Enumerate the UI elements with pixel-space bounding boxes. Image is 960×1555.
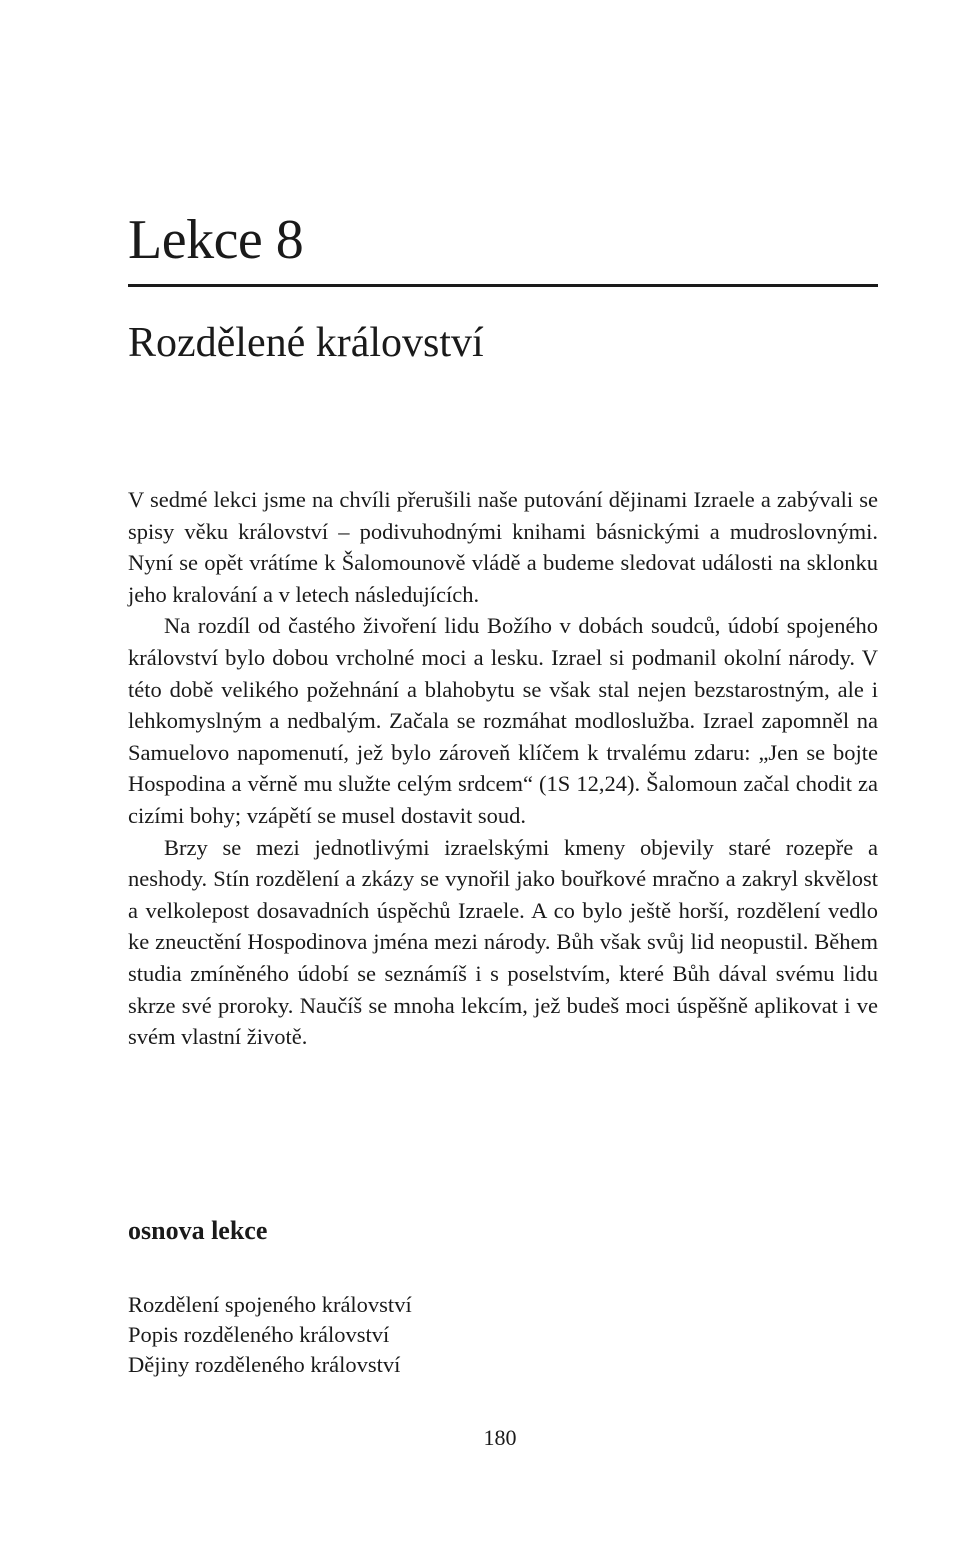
- outline-item: Dějiny rozděleného království: [128, 1352, 401, 1377]
- outline-item: Rozdělení spojeného království: [128, 1292, 412, 1317]
- title-divider: [128, 284, 878, 287]
- intro-text: [128, 484, 878, 1053]
- intro-paragraph: Brzy se mezi jednotlivými izraelskými kmeny objevily staré rozepře a neshody. Stín rozdělení a zkázy se vynořil jako bouřkové mračno a zakryl skvělost a velkolepost dosavadních úspěchů Izraele. A co bylo ještě horší, rozdělení vedlo ke zneuctění Hospodinova jména mezi národy. Bůh však svůj lid neopustil. Během studia zmíněného údobí se seznámíš i s poselstvím, které Bůh dával svému lidu skrze své proroky. Naučíš se mnoha lekcím, jež budeš moci úspěšně aplikovat i ve svém vlastní životě.: [128, 834, 878, 1050]
- page-number: 180: [483, 1425, 517, 1450]
- outline-list: [128, 1290, 412, 1380]
- intro-paragraph: V sedmé lekci jsme na chvíli přerušili naše putování dějinami Izraele a zabývali se spisy věku království – podivuhodnými knihami básnickými a mudroslovnými. Nyní se opět vrátíme k Šalomounově vládě a budeme sledovat události na sklonku jeho kralování a v letech následujících.: [128, 487, 878, 607]
- intro-paragraph: Na rozdíl od častého živoření lidu Božího v dobách soudců, údobí spojeného království bylo dobou vrcholné moci a lesku. Izrael si podmanil okolní národy. V této době velikého požehnání a blahobytu se však stal nejen bezstarostným, ale i lehkomyslným a nedbalým. Začala se rozmáhat modloslužba. Izrael zapomněl na Samuelovo napomenutí, jež bylo zároveň klíčem k trvalému zdaru: „Jen se bojte Hospodina a věrně mu služte celým srdcem“ (1S 12,24). Šalomoun začal chodit za cizími bohy; vzápětí se musel dostavit soud.: [128, 613, 878, 828]
- outline-item: Popis rozděleného království: [128, 1322, 390, 1347]
- outline-heading: osnova lekce: [128, 1216, 268, 1245]
- chapter-title: Lekce 8: [128, 209, 304, 271]
- chapter-subtitle: Rozdělené království: [128, 320, 484, 366]
